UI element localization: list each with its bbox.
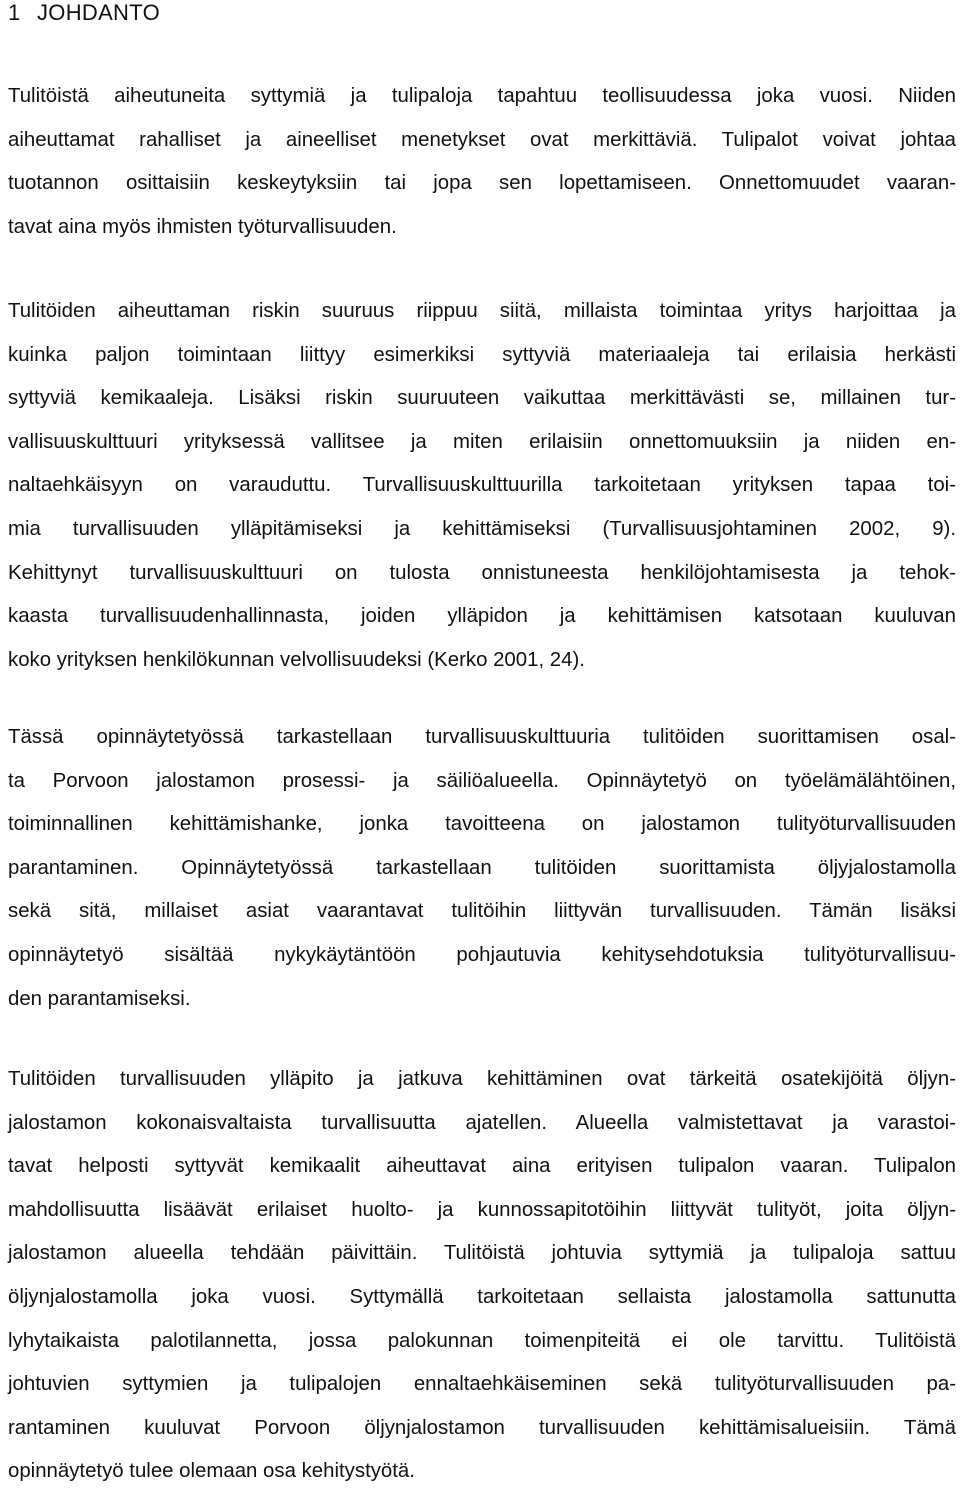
paragraph-line: ta Porvoon jalostamon prosessi- ja säiliöalueella. Opinnäytetyö on työelämälähtöinen,: [8, 769, 956, 792]
paragraph-line: öljynjalostamolla joka vuosi. Syttymällä tarkoitetaan sellaista jalostamolla sattunutta: [8, 1285, 956, 1308]
paragraph-line: aiheuttamat rahalliset ja aineelliset menetykset ovat merkittäviä. Tulipalot voivat johtaa: [8, 128, 956, 151]
paragraph-line: Tulitöiden turvallisuuden ylläpito ja jatkuva kehittäminen ovat tärkeitä osatekijöitä öljyn-: [8, 1068, 956, 1090]
chapter-title: JOHDANTO: [37, 0, 161, 25]
paragraph-line: opinnäytetyö sisältää nykykäytäntöön pohjautuvia kehitysehdotuksia tulityöturvallisuu-: [8, 943, 956, 966]
paragraph-line: tavat helposti syttyvät kemikaalit aiheuttavat aina erityisen tulipalon vaaran. Tulipalon: [8, 1155, 956, 1178]
paragraph-3: [8, 716, 956, 1021]
paragraph-line: sekä sitä, millaiset asiat vaarantavat tulitöihin liittyvän turvallisuuden. Tämän lisäksi: [8, 900, 956, 923]
paragraph-line: den parantamiseksi.: [8, 987, 191, 1010]
paragraph-line: mahdollisuutta lisäävät erilaiset huolto- ja kunnossapitotöihin liittyvät tulityöt, joita öljyn-: [8, 1198, 956, 1221]
paragraph-line: johtuvien syttymien ja tulipalojen ennaltaehkäiseminen sekä tulityöturvallisuuden pa-: [8, 1373, 956, 1396]
paragraph-line: tuotannon osittaisiin keskeytyksiin tai jopa sen lopettamiseen. Onnettomuudet vaaran-: [8, 172, 956, 195]
paragraph-line: mia turvallisuuden ylläpitämiseksi ja kehittämiseksi (Turvallisuusjohtaminen 2002, 9).: [8, 517, 956, 540]
paragraph-line: vallisuuskulttuuri yrityksessä vallitsee ja miten erilaisiin onnettomuuksiin ja niiden en-: [8, 430, 956, 453]
paragraph-line: Tulitöistä aiheutuneita syttymiä ja tulipaloja tapahtuu teollisuudessa joka vuosi. Niiden: [8, 85, 956, 107]
paragraph-line: kaasta turvallisuudenhallinnasta, joiden ylläpidon ja kehittämisen katsotaan kuuluvan: [8, 605, 956, 628]
paragraph-1: [8, 75, 956, 249]
paragraph-line: parantaminen. Opinnäytetyössä tarkastellaan tulitöiden suorittamista öljyjalostamolla: [8, 856, 956, 879]
paragraph-line: koko yrityksen henkilökunnan velvollisuudeksi (Kerko 2001, 24).: [8, 648, 585, 671]
paragraph-line: Kehittynyt turvallisuuskulttuuri on tulosta onnistuneesta henkilöjohtamisesta ja tehok-: [8, 561, 956, 584]
paragraph-line: jalostamon kokonaisvaltaista turvallisuutta ajatellen. Alueella valmistettavat ja varastoi-: [8, 1111, 956, 1134]
paragraph-2: [8, 290, 956, 682]
chapter-heading: [8, 0, 160, 26]
paragraph-line: rantaminen kuuluvat Porvoon öljynjalostamon turvallisuuden kehittämisalueisiin. Tämä: [8, 1416, 956, 1439]
paragraph-line: tavat aina myös ihmisten työturvallisuuden.: [8, 215, 397, 238]
paragraph-line: lyhytaikaista palotilannetta, jossa palokunnan toimenpiteitä ei ole tarvittu. Tulitöistä: [8, 1329, 956, 1352]
chapter-number: 1: [8, 0, 21, 25]
paragraph-4: [8, 1058, 956, 1494]
paragraph-line: kuinka paljon toimintaan liittyy esimerkiksi syttyviä materiaaleja tai erilaisia herkästi: [8, 343, 956, 366]
paragraph-line: Tässä opinnäytetyössä tarkastellaan turvallisuuskulttuuria tulitöiden suorittamisen osal-: [8, 726, 956, 748]
paragraph-line: jalostamon alueella tehdään päivittäin. Tulitöistä johtuvia syttymiä ja tulipaloja sattuu: [8, 1242, 956, 1265]
paragraph-line: Tulitöiden aiheuttaman riskin suuruus riippuu siitä, millaista toimintaa yritys harjoittaa ja: [8, 300, 956, 322]
paragraph-line: syttyviä kemikaaleja. Lisäksi riskin suuruuteen vaikuttaa merkittävästi se, millainen tur-: [8, 387, 956, 410]
paragraph-line: opinnäytetyö tulee olemaan osa kehitystyötä.: [8, 1460, 415, 1483]
paragraph-line: toiminnallinen kehittämishanke, jonka tavoitteena on jalostamon tulityöturvallisuuden: [8, 813, 956, 836]
paragraph-line: naltaehkäisyyn on varauduttu. Turvallisuuskulttuurilla tarkoitetaan yrityksen tapaa toi-: [8, 474, 956, 497]
